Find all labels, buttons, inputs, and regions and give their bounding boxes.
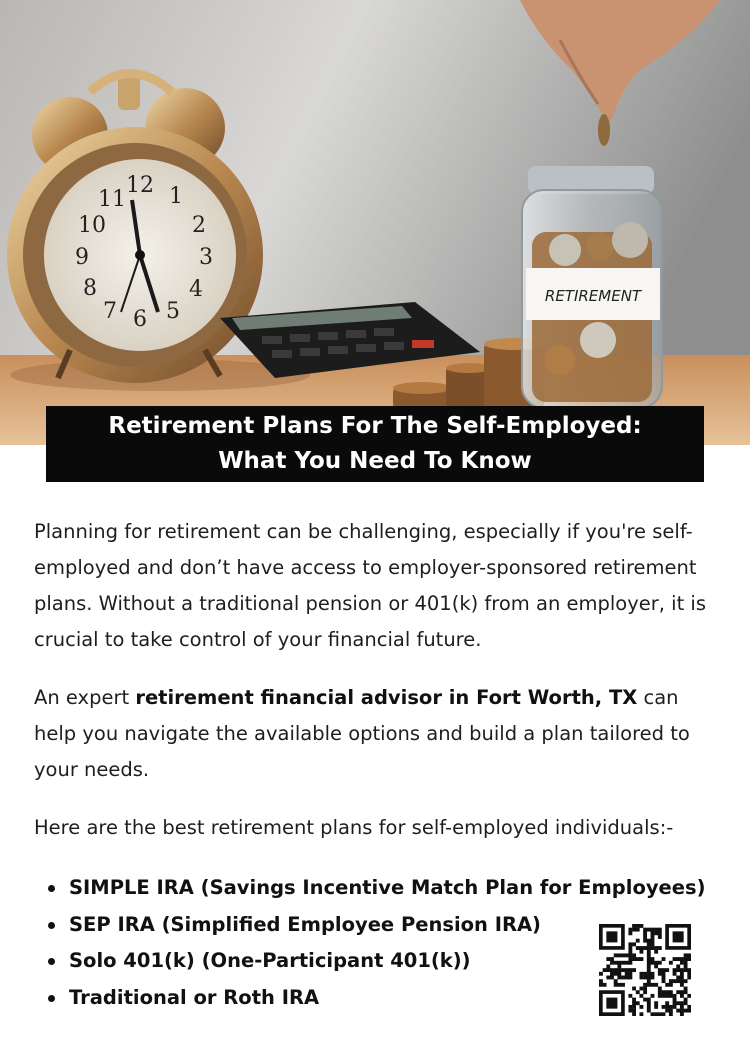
hero-illustration — [0, 0, 750, 445]
title-banner — [46, 406, 704, 482]
page-title: Retirement Plans For The Self-Employed: What You Need To Know — [108, 413, 642, 474]
qr-code-icon[interactable] — [599, 924, 691, 1016]
svg-text:6: 6 — [133, 307, 147, 332]
jar-label: RETIREMENT — [544, 287, 642, 305]
plan-label: SIMPLE IRA (Savings Incentive Match Plan for Employees) — [69, 876, 706, 899]
plan-label: SEP IRA (Simplified Employee Pension IRA) — [69, 912, 541, 936]
retirement-jar — [522, 166, 662, 408]
hero-image — [0, 0, 750, 445]
bullet-icon — [48, 885, 55, 892]
svg-text:2: 2 — [192, 213, 206, 238]
list-item — [46, 870, 726, 907]
svg-text:4: 4 — [189, 277, 203, 302]
svg-text:8: 8 — [83, 276, 97, 301]
paragraph-plans-intro: Here are the best retirement plans for self-employed individuals:- — [34, 816, 674, 839]
bullet-icon — [48, 995, 55, 1002]
paragraph-advisor-tail: can help you navigate the available options and build a plan tailored to your needs. — [34, 686, 690, 781]
svg-text:1: 1 — [169, 184, 183, 209]
svg-text:12: 12 — [126, 173, 154, 198]
advisor-link[interactable]: retirement financial advisor in Fort Worth, TX — [135, 686, 638, 709]
article-body — [34, 514, 724, 864]
svg-text:9: 9 — [75, 245, 89, 270]
bullet-icon — [48, 922, 55, 929]
svg-text:11: 11 — [98, 187, 126, 212]
plan-label: Traditional or Roth IRA — [69, 985, 320, 1009]
paragraph-advisor-lead: An expert — [34, 686, 136, 709]
paragraph-advisor — [34, 680, 724, 788]
svg-text:7: 7 — [103, 299, 117, 324]
svg-text:10: 10 — [78, 213, 106, 238]
svg-text:5: 5 — [166, 299, 180, 324]
paragraph-intro: Planning for retirement can be challenging, especially if you're self-employed and don’t have access to employer-sponsored retirement plans. Without a traditional pension or 401(k) from an employer, it is crucial to take control of your financial future. — [34, 520, 707, 651]
qr-code-graphic — [599, 924, 691, 1016]
svg-text:3: 3 — [199, 245, 213, 270]
bullet-icon — [48, 958, 55, 965]
plan-label: Solo 401(k) (One-Participant 401(k)) — [69, 949, 471, 972]
